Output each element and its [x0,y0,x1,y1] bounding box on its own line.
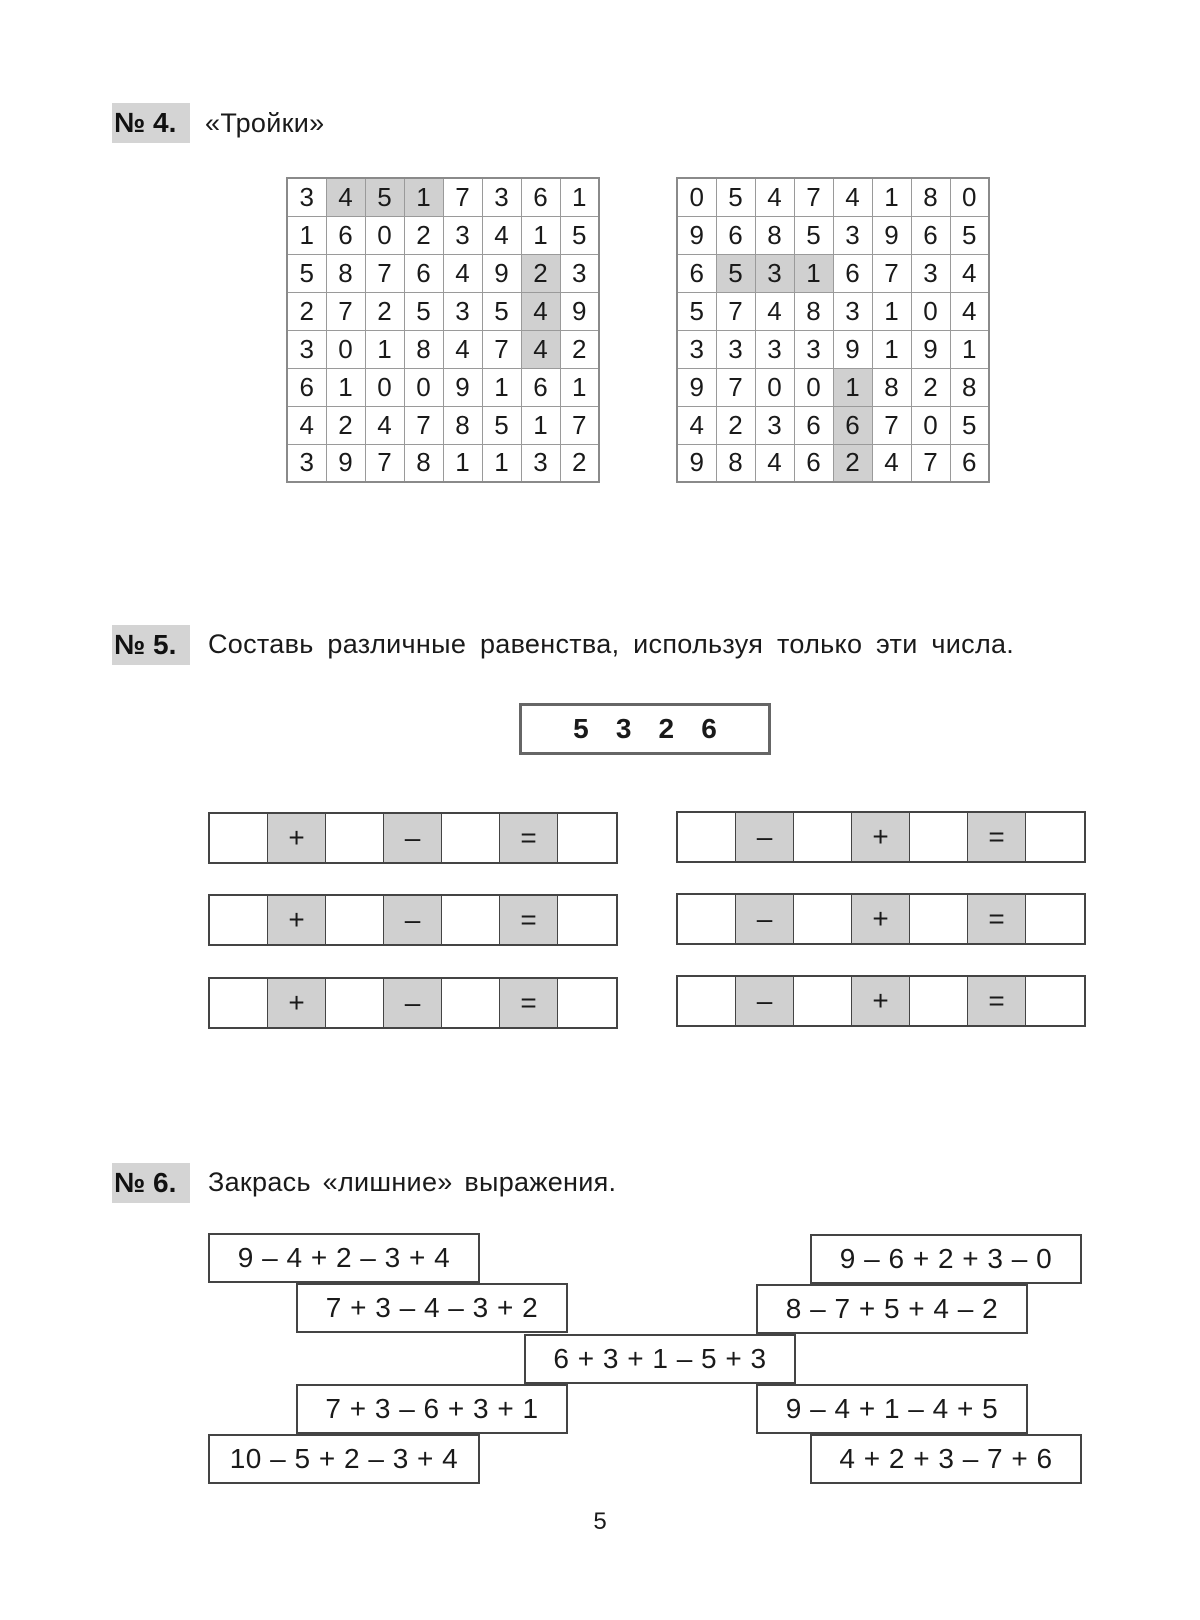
operator-cell: + [268,896,326,944]
grid-cell[interactable]: 8 [911,178,950,216]
grid-cell[interactable]: 0 [950,178,989,216]
grid-cell[interactable]: 4 [755,444,794,482]
answer-input-cell[interactable] [558,896,616,944]
grid-cell[interactable]: 4 [287,406,326,444]
operator-cell: – [736,895,794,943]
task6-label: № 6. [112,1163,190,1203]
grid-cell[interactable]: 5 [794,216,833,254]
grid-cell[interactable]: 4 [482,216,521,254]
grid-cell[interactable]: 5 [365,178,404,216]
grid-cell[interactable]: 3 [833,292,872,330]
grid-cell[interactable]: 6 [794,444,833,482]
grid-row [287,330,599,368]
answer-input-cell[interactable] [794,813,852,861]
grid-cell[interactable]: 3 [677,330,716,368]
grid-cell[interactable]: 8 [443,406,482,444]
answer-input-cell[interactable] [442,979,500,1027]
grid-cell[interactable]: 5 [560,216,599,254]
grid-cell[interactable]: 3 [560,254,599,292]
grid-cell[interactable]: 1 [287,216,326,254]
answer-input-cell[interactable] [326,814,384,862]
expression-box[interactable]: 10 – 5 + 2 – 3 + 4 [208,1434,480,1484]
grid-cell[interactable]: 1 [365,330,404,368]
answer-input-cell[interactable] [794,977,852,1025]
grid-cell[interactable]: 7 [716,292,755,330]
grid-cell[interactable]: 1 [482,368,521,406]
grid-cell[interactable]: 9 [833,330,872,368]
answer-input-cell[interactable] [678,977,736,1025]
grid-cell[interactable]: 9 [326,444,365,482]
grid-cell[interactable]: 3 [755,406,794,444]
operator-cell: + [852,977,910,1025]
grid-cell[interactable]: 6 [716,216,755,254]
page-number: 5 [593,1508,607,1535]
grid-cell[interactable]: 1 [872,292,911,330]
grid-cell[interactable]: 4 [755,178,794,216]
grid-cell[interactable]: 5 [404,292,443,330]
task5-title: Составь различные равенства, используя только эти числа. [208,629,1015,659]
grid-row [287,368,599,406]
grid-cell[interactable]: 2 [560,330,599,368]
grid-cell[interactable]: 6 [521,178,560,216]
grid-cell[interactable]: 3 [287,444,326,482]
answer-input-cell[interactable] [558,814,616,862]
grid-cell[interactable]: 2 [833,444,872,482]
grid-cell[interactable]: 5 [950,216,989,254]
number-grid-right [676,177,990,483]
grid-cell[interactable]: 9 [677,444,716,482]
grid-cell[interactable]: 5 [482,292,521,330]
grid-cell[interactable]: 3 [794,330,833,368]
grid-cell[interactable]: 4 [521,292,560,330]
grid-row [287,254,599,292]
answer-input-cell[interactable] [210,814,268,862]
grid-cell[interactable]: 6 [833,406,872,444]
expression-box[interactable]: 9 – 4 + 2 – 3 + 4 [208,1233,480,1283]
grid-cell[interactable]: 7 [560,406,599,444]
grid-cell[interactable]: 9 [911,330,950,368]
grid-cell[interactable]: 2 [560,444,599,482]
grid-cell[interactable]: 0 [794,368,833,406]
grid-row [287,292,599,330]
operator-cell: = [500,814,558,862]
grid-cell[interactable]: 4 [326,178,365,216]
answer-input-cell[interactable] [794,895,852,943]
grid-cell[interactable]: 6 [677,254,716,292]
grid-cell[interactable]: 7 [443,178,482,216]
answer-input-cell[interactable] [1026,895,1084,943]
grid-cell[interactable]: 5 [950,406,989,444]
grid-cell[interactable]: 8 [794,292,833,330]
grid-cell[interactable]: 0 [677,178,716,216]
expression-box[interactable]: 9 – 4 + 1 – 4 + 5 [756,1384,1028,1434]
grid-cell[interactable]: 4 [443,330,482,368]
answer-input-cell[interactable] [558,979,616,1027]
grid-cell[interactable]: 3 [833,216,872,254]
operator-cell: – [384,979,442,1027]
grid-cell[interactable]: 4 [365,406,404,444]
grid-cell[interactable]: 3 [755,330,794,368]
grid-cell[interactable]: 6 [794,406,833,444]
operator-cell: – [736,813,794,861]
grid-cell[interactable]: 3 [755,254,794,292]
grid-row [677,330,989,368]
grid-cell[interactable]: 9 [560,292,599,330]
grid-cell[interactable]: 8 [755,216,794,254]
grid-cell[interactable]: 3 [287,178,326,216]
operator-cell: – [384,814,442,862]
grid-cell[interactable]: 5 [677,292,716,330]
task4-title: «Тройки» [205,108,325,138]
answer-input-cell[interactable] [1026,813,1084,861]
equation-row [208,894,618,946]
grid-row [677,444,989,482]
grid-cell[interactable]: 2 [716,406,755,444]
grid-row [677,292,989,330]
grid-cell[interactable]: 7 [716,368,755,406]
grid-row [287,216,599,254]
number-grid-left [286,177,600,483]
grid-cell[interactable]: 0 [365,216,404,254]
given-number: 5 [573,713,589,744]
grid-cell[interactable]: 6 [950,444,989,482]
grid-cell[interactable]: 3 [521,444,560,482]
grid-cell[interactable]: 4 [950,292,989,330]
given-numbers-box [519,703,771,755]
grid-row [677,406,989,444]
grid-cell[interactable]: 1 [326,368,365,406]
grid-cell[interactable]: 9 [482,254,521,292]
grid-cell[interactable]: 4 [872,444,911,482]
equation-row [676,975,1086,1027]
expression-box[interactable]: 9 – 6 + 2 + 3 – 0 [810,1234,1082,1284]
grid-cell[interactable]: 2 [287,292,326,330]
grid-row [677,178,989,216]
answer-input-cell[interactable] [678,895,736,943]
operator-cell: = [968,977,1026,1025]
grid-row [287,178,599,216]
grid-cell[interactable]: 0 [365,368,404,406]
grid-row [677,368,989,406]
given-number: 2 [658,713,675,744]
grid-cell[interactable]: 4 [521,330,560,368]
expression-box[interactable]: 7 + 3 – 4 – 3 + 2 [296,1283,568,1333]
grid-cell[interactable]: 0 [911,406,950,444]
grid-cell[interactable]: 7 [326,292,365,330]
grid-cell[interactable]: 1 [404,178,443,216]
grid-cell[interactable]: 1 [950,330,989,368]
answer-input-cell[interactable] [1026,977,1084,1025]
grid-cell[interactable]: 8 [404,444,443,482]
grid-cell[interactable]: 6 [911,216,950,254]
grid-cell[interactable]: 6 [404,254,443,292]
grid-cell[interactable]: 9 [443,368,482,406]
grid-cell[interactable]: 1 [482,444,521,482]
grid-cell[interactable]: 3 [287,330,326,368]
grid-cell[interactable]: 9 [677,216,716,254]
grid-cell[interactable]: 8 [950,368,989,406]
grid-cell[interactable]: 8 [872,368,911,406]
grid-cell[interactable]: 2 [911,368,950,406]
grid-cell[interactable]: 6 [521,368,560,406]
grid-cell[interactable]: 1 [443,444,482,482]
grid-cell[interactable]: 0 [404,368,443,406]
given-number: 6 [701,713,717,744]
grid-cell[interactable]: 7 [794,178,833,216]
grid-cell[interactable]: 7 [365,444,404,482]
operator-cell: – [384,896,442,944]
grid-cell[interactable]: 4 [833,178,872,216]
answer-input-cell[interactable] [910,895,968,943]
operator-cell: + [852,895,910,943]
answer-input-cell[interactable] [210,896,268,944]
grid-cell[interactable]: 3 [911,254,950,292]
grid-cell[interactable]: 1 [872,330,911,368]
answer-input-cell[interactable] [678,813,736,861]
answer-input-cell[interactable] [210,979,268,1027]
expression-box[interactable]: 6 + 3 + 1 – 5 + 3 [524,1334,796,1384]
operator-cell: = [968,895,1026,943]
grid-cell[interactable]: 5 [482,406,521,444]
grid-cell[interactable]: 1 [521,216,560,254]
operator-cell: – [736,977,794,1025]
answer-input-cell[interactable] [326,979,384,1027]
grid-cell[interactable]: 4 [755,292,794,330]
grid-cell[interactable]: 7 [482,330,521,368]
expression-box[interactable]: 4 + 2 + 3 – 7 + 6 [810,1434,1082,1484]
grid-cell[interactable]: 2 [521,254,560,292]
task6-title: Закрась «лишние» выражения. [208,1167,617,1197]
grid-cell[interactable]: 4 [950,254,989,292]
grid-cell[interactable]: 6 [833,254,872,292]
grid-cell[interactable]: 2 [326,406,365,444]
grid-cell[interactable]: 2 [404,216,443,254]
operator-cell: = [500,896,558,944]
grid-row [287,444,599,482]
grid-cell[interactable]: 5 [287,254,326,292]
answer-input-cell[interactable] [910,813,968,861]
grid-cell[interactable]: 7 [872,406,911,444]
grid-cell[interactable]: 7 [365,254,404,292]
operator-cell: = [500,979,558,1027]
answer-input-cell[interactable] [442,896,500,944]
grid-cell[interactable]: 4 [677,406,716,444]
grid-cell[interactable]: 6 [326,216,365,254]
grid-cell[interactable]: 1 [560,178,599,216]
task4-label: № 4. [112,103,190,143]
grid-cell[interactable]: 5 [716,254,755,292]
grid-cell[interactable]: 3 [716,330,755,368]
grid-row [677,254,989,292]
grid-cell[interactable]: 0 [755,368,794,406]
grid-cell[interactable]: 9 [677,368,716,406]
grid-cell[interactable]: 5 [716,178,755,216]
grid-cell[interactable]: 1 [833,368,872,406]
grid-cell[interactable]: 1 [521,406,560,444]
operator-cell: + [268,814,326,862]
equation-row [676,893,1086,945]
grid-row [287,406,599,444]
grid-cell[interactable]: 7 [872,254,911,292]
grid-cell[interactable]: 3 [443,216,482,254]
operator-cell: + [268,979,326,1027]
answer-input-cell[interactable] [326,896,384,944]
equation-row [208,812,618,864]
answer-input-cell[interactable] [442,814,500,862]
grid-cell[interactable]: 1 [560,368,599,406]
grid-cell[interactable]: 9 [872,216,911,254]
operator-cell: + [852,813,910,861]
grid-row [677,216,989,254]
grid-cell[interactable]: 2 [365,292,404,330]
grid-cell[interactable]: 3 [482,178,521,216]
grid-cell[interactable]: 8 [404,330,443,368]
task5-label: № 5. [112,625,190,665]
grid-cell[interactable]: 1 [872,178,911,216]
grid-cell[interactable]: 3 [443,292,482,330]
grid-cell[interactable]: 7 [404,406,443,444]
operator-cell: = [968,813,1026,861]
grid-cell[interactable]: 1 [794,254,833,292]
grid-cell[interactable]: 6 [287,368,326,406]
grid-cell[interactable]: 4 [443,254,482,292]
expression-box[interactable]: 7 + 3 – 6 + 3 + 1 [296,1384,568,1434]
grid-cell[interactable]: 0 [911,292,950,330]
grid-cell[interactable]: 0 [326,330,365,368]
grid-cell[interactable]: 8 [716,444,755,482]
equation-row [676,811,1086,863]
answer-input-cell[interactable] [910,977,968,1025]
grid-cell[interactable]: 7 [911,444,950,482]
expression-box[interactable]: 8 – 7 + 5 + 4 – 2 [756,1284,1028,1334]
grid-cell[interactable]: 8 [326,254,365,292]
equation-row [208,977,618,1029]
given-number: 3 [615,713,632,744]
